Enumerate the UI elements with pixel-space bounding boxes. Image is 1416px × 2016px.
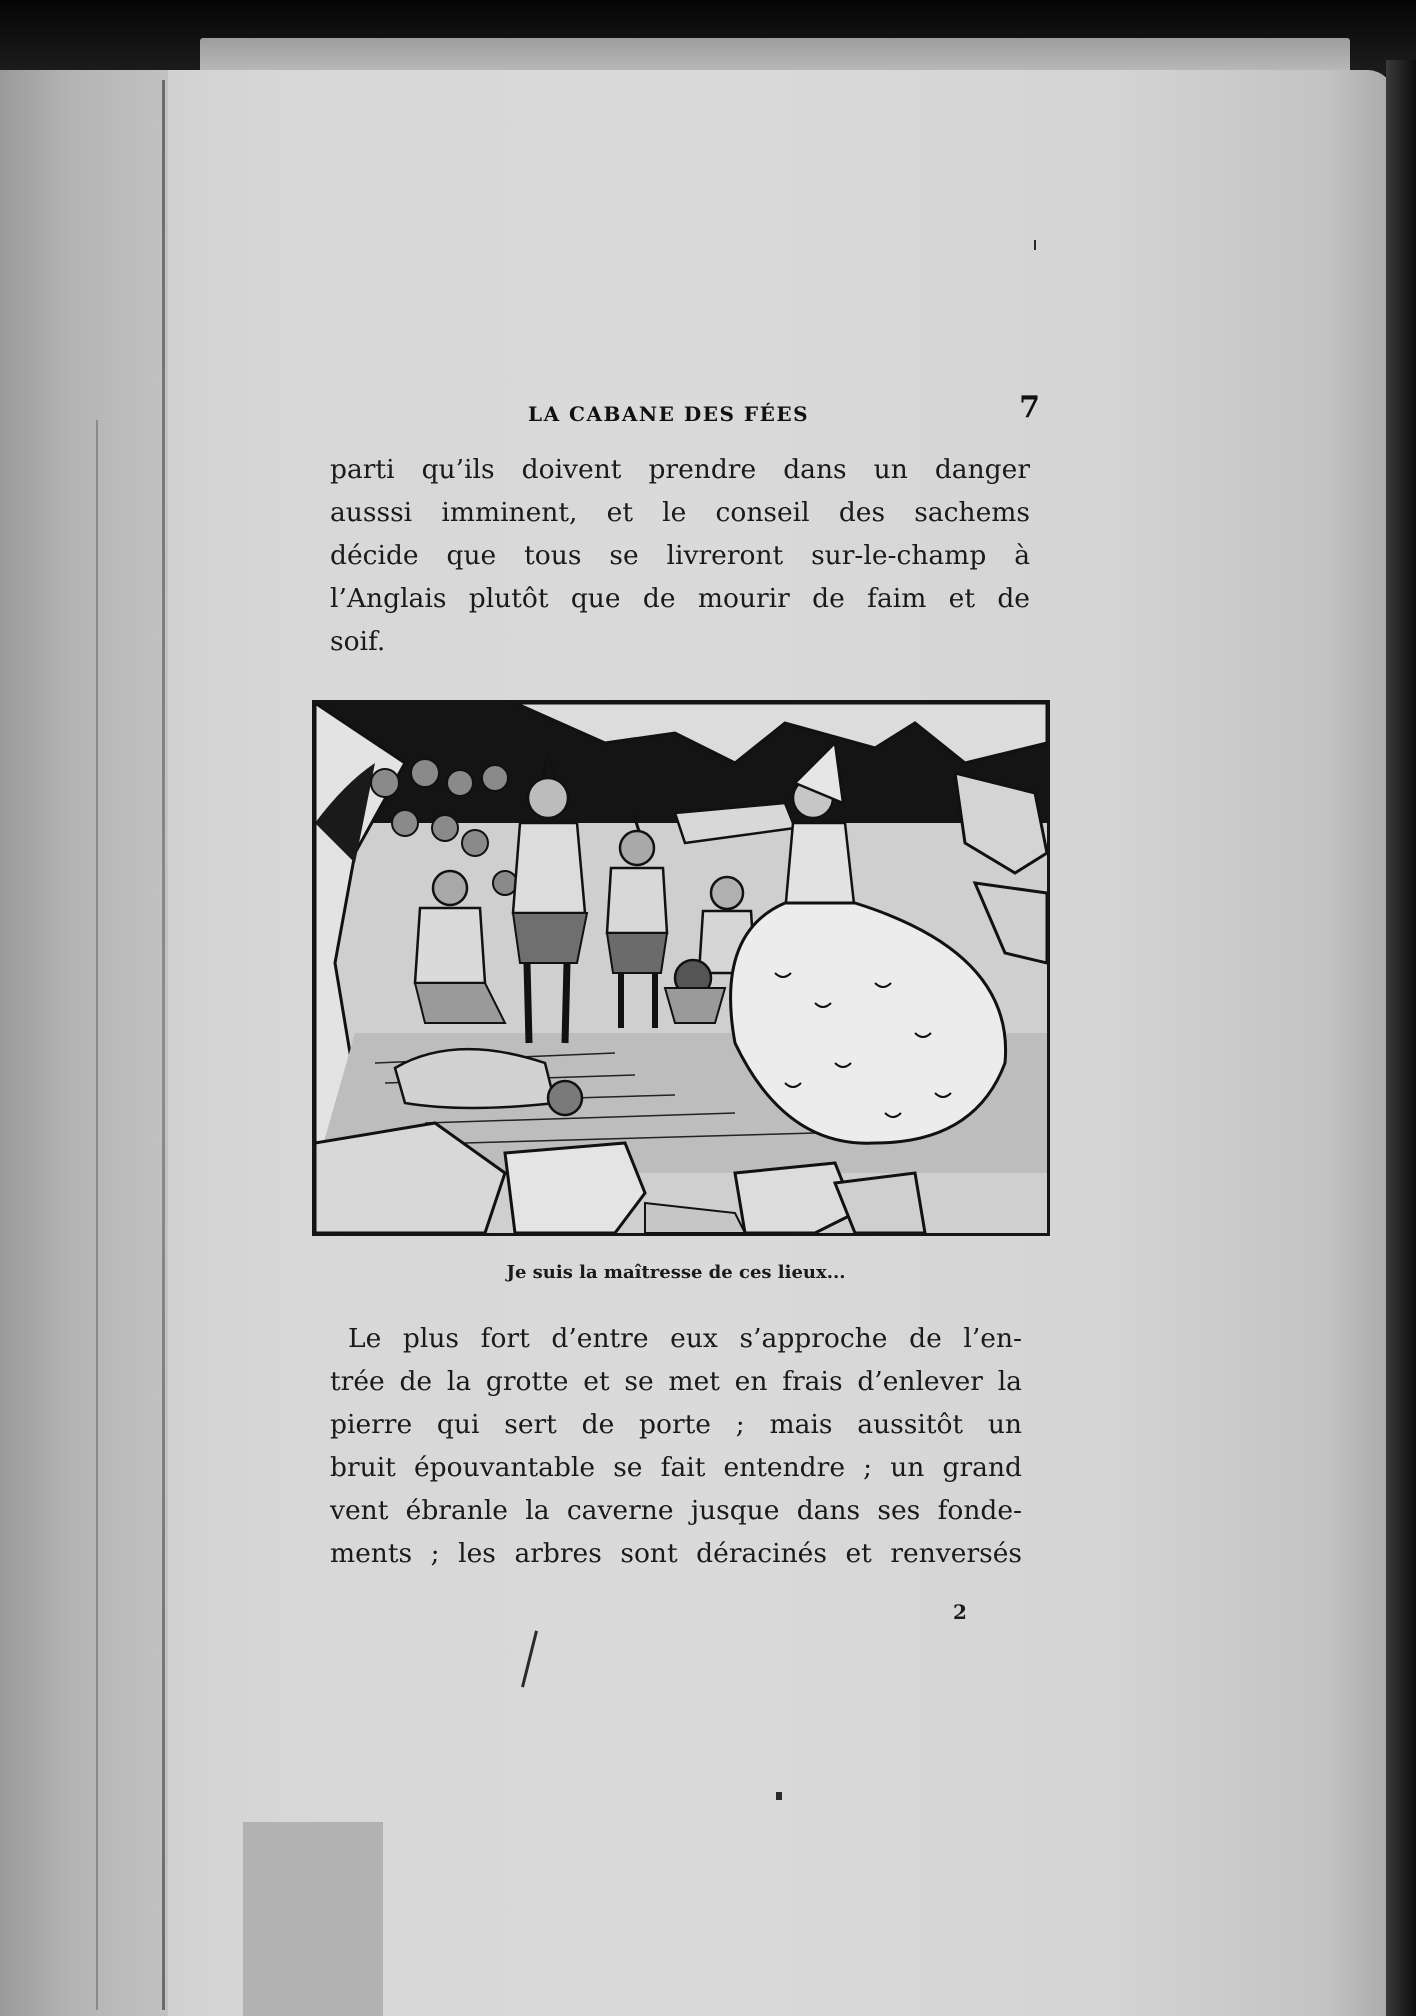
paragraph-bottom	[330, 1317, 1022, 1575]
text-line: soif.	[330, 626, 386, 657]
text-line: trée de la grotte et se met en frais d’enlever la	[330, 1366, 1022, 1397]
text-line: ausssi imminent, et le conseil des sachems	[330, 497, 1030, 528]
kneeling-warrior	[415, 871, 505, 1023]
text-line: bruit épouvantable se fait entendre ; un grand	[330, 1452, 1022, 1483]
text-line: ments ; les arbres sont déracinés et renversés	[330, 1538, 1022, 1569]
cave-scene-drawing	[315, 703, 1047, 1233]
ink-speck	[1034, 240, 1036, 250]
text-line: parti qu’ils doivent prendre dans un danger	[330, 454, 1030, 485]
text-line: décide que tous se livreront sur-le-champ à	[330, 540, 1030, 571]
paper-patch	[243, 1822, 383, 2016]
praying-figure	[607, 813, 667, 1028]
engraving-illustration	[312, 700, 1050, 1236]
illustration-caption: Je suis la maîtresse de ces lieux...	[506, 1262, 846, 1283]
signature-mark: 2	[953, 1600, 967, 1624]
left-gutter-leaf	[0, 70, 168, 2016]
text-line: pierre qui sert de porte ; mais aussitôt un	[330, 1409, 1022, 1440]
gutter-fold-line	[162, 80, 165, 2010]
gutter-crease	[96, 420, 98, 2010]
scan-right-edge	[1386, 60, 1416, 2016]
paragraph-top	[330, 448, 1030, 663]
page-number: 7	[1019, 390, 1040, 425]
running-header	[330, 390, 1040, 450]
text-line: Le plus fort d’entre eux s’approche de l’en-	[348, 1323, 1022, 1354]
ink-speck	[776, 1792, 782, 1800]
running-title: LA CABANE DES FÉES	[528, 402, 810, 426]
right-rock-lower	[975, 883, 1047, 963]
text-line: l’Anglais plutôt que de mourir de faim et de	[330, 583, 1030, 614]
text-line: vent ébranle la caverne jusque dans ses fonde-	[330, 1495, 1022, 1526]
